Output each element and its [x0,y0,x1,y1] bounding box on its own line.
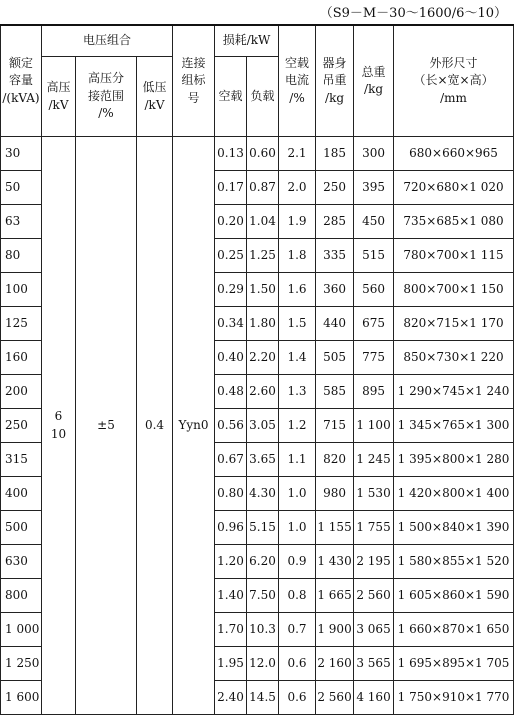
cell-body-weight: 820 [316,443,354,477]
cell-total-weight: 675 [354,307,394,341]
cell-capacity: 63 [1,205,42,239]
cell-total-weight: 2 560 [354,579,394,613]
cell-no-load-loss: 0.40 [215,341,247,375]
cell-dimensions: 1 580×855×1 520 [394,545,514,579]
cell-body-weight: 1 155 [316,511,354,545]
cell-no-load-current: 1.9 [279,205,316,239]
cell-dimensions: 1 605×860×1 590 [394,579,514,613]
cell-no-load-loss: 1.20 [215,545,247,579]
cell-no-load-current: 0.8 [279,579,316,613]
cell-capacity: 125 [1,307,42,341]
cell-dimensions: 780×700×1 115 [394,239,514,273]
header-dimensions: 外形尺寸 （长×宽×高） /mm [394,25,514,137]
cell-load-loss: 1.04 [247,205,279,239]
cell-no-load-current: 1.3 [279,375,316,409]
cell-hv: 6 10 [42,137,76,715]
table-body [1,137,514,715]
cell-capacity: 400 [1,477,42,511]
cell-body-weight: 2 160 [316,647,354,681]
cell-capacity: 630 [1,545,42,579]
cell-total-weight: 895 [354,375,394,409]
header-total-weight: 总重 /kg [354,25,394,137]
cell-load-loss: 2.20 [247,341,279,375]
cell-total-weight: 300 [354,137,394,171]
cell-dimensions: 850×730×1 220 [394,341,514,375]
cell-no-load-loss: 2.40 [215,681,247,715]
cell-total-weight: 775 [354,341,394,375]
table-caption: （S9－M－30～1600/6～10） [319,6,507,21]
cell-dimensions: 800×700×1 150 [394,273,514,307]
cell-no-load-current: 1.0 [279,511,316,545]
cell-capacity: 160 [1,341,42,375]
header-no-load: 空载 [215,57,247,137]
cell-capacity: 1 000 [1,613,42,647]
cell-no-load-current: 1.4 [279,341,316,375]
cell-load-loss: 10.3 [247,613,279,647]
cell-load-loss: 0.87 [247,171,279,205]
header-loss: 损耗/kW [215,25,279,57]
cell-body-weight: 1 430 [316,545,354,579]
cell-total-weight: 450 [354,205,394,239]
cell-load-loss: 3.65 [247,443,279,477]
cell-body-weight: 1 900 [316,613,354,647]
cell-total-weight: 1 245 [354,443,394,477]
cell-body-weight: 585 [316,375,354,409]
cell-capacity: 200 [1,375,42,409]
cell-load-loss: 5.15 [247,511,279,545]
header-lv: 低压 /kV [137,57,173,137]
cell-load-loss: 3.05 [247,409,279,443]
cell-capacity: 250 [1,409,42,443]
cell-dimensions: 1 695×895×1 705 [394,647,514,681]
cell-no-load-loss: 0.67 [215,443,247,477]
cell-no-load-loss: 0.29 [215,273,247,307]
cell-no-load-loss: 0.17 [215,171,247,205]
cell-no-load-current: 1.6 [279,273,316,307]
cell-no-load-loss: 0.48 [215,375,247,409]
header-connection: 连接 组标 号 [173,25,215,137]
cell-dimensions: 1 290×745×1 240 [394,375,514,409]
header-load: 负载 [247,57,279,137]
cell-no-load-current: 2.0 [279,171,316,205]
cell-total-weight: 3 565 [354,647,394,681]
cell-capacity: 80 [1,239,42,273]
cell-total-weight: 1 100 [354,409,394,443]
cell-dimensions: 720×680×1 020 [394,171,514,205]
cell-dimensions: 1 345×765×1 300 [394,409,514,443]
cell-dimensions: 1 395×800×1 280 [394,443,514,477]
cell-tap-range: ±5 [76,137,137,715]
cell-total-weight: 1 530 [354,477,394,511]
cell-load-loss: 1.25 [247,239,279,273]
cell-dimensions: 820×715×1 170 [394,307,514,341]
cell-dimensions: 1 750×910×1 770 [394,681,514,715]
cell-total-weight: 515 [354,239,394,273]
cell-body-weight: 185 [316,137,354,171]
cell-body-weight: 505 [316,341,354,375]
header-voltage-group: 电压组合 [42,25,173,57]
header-no-load-current: 空载 电流 /% [279,25,316,137]
cell-body-weight: 715 [316,409,354,443]
cell-dimensions: 735×685×1 080 [394,205,514,239]
cell-body-weight: 2 560 [316,681,354,715]
cell-capacity: 500 [1,511,42,545]
cell-capacity: 1 600 [1,681,42,715]
cell-body-weight: 250 [316,171,354,205]
cell-no-load-loss: 1.70 [215,613,247,647]
cell-load-loss: 0.60 [247,137,279,171]
header-tap-range: 高压分 接范围 /% [76,57,137,137]
cell-no-load-current: 1.1 [279,443,316,477]
cell-dimensions: 1 420×800×1 400 [394,477,514,511]
cell-no-load-current: 0.6 [279,681,316,715]
cell-no-load-loss: 0.34 [215,307,247,341]
cell-lv: 0.4 [137,137,173,715]
cell-total-weight: 3 065 [354,613,394,647]
cell-load-loss: 2.60 [247,375,279,409]
cell-load-loss: 6.20 [247,545,279,579]
cell-no-load-current: 1.2 [279,409,316,443]
cell-no-load-loss: 0.96 [215,511,247,545]
cell-total-weight: 2 195 [354,545,394,579]
cell-total-weight: 1 755 [354,511,394,545]
cell-dimensions: 1 660×870×1 650 [394,613,514,647]
cell-no-load-current: 0.6 [279,647,316,681]
cell-no-load-current: 1.8 [279,239,316,273]
cell-no-load-loss: 0.20 [215,205,247,239]
cell-capacity: 315 [1,443,42,477]
cell-no-load-loss: 0.56 [215,409,247,443]
cell-load-loss: 7.50 [247,579,279,613]
cell-capacity: 1 250 [1,647,42,681]
cell-body-weight: 360 [316,273,354,307]
cell-no-load-current: 0.7 [279,613,316,647]
cell-no-load-current: 0.9 [279,545,316,579]
cell-load-loss: 14.5 [247,681,279,715]
cell-no-load-loss: 1.40 [215,579,247,613]
cell-load-loss: 1.50 [247,273,279,307]
cell-total-weight: 560 [354,273,394,307]
cell-no-load-current: 2.1 [279,137,316,171]
cell-capacity: 50 [1,171,42,205]
cell-capacity: 100 [1,273,42,307]
cell-no-load-loss: 0.80 [215,477,247,511]
cell-body-weight: 440 [316,307,354,341]
cell-dimensions: 680×660×965 [394,137,514,171]
cell-load-loss: 1.80 [247,307,279,341]
cell-no-load-loss: 0.25 [215,239,247,273]
cell-no-load-current: 1.0 [279,477,316,511]
table-row [1,137,514,171]
cell-no-load-loss: 0.13 [215,137,247,171]
cell-total-weight: 395 [354,171,394,205]
cell-body-weight: 980 [316,477,354,511]
header-body-lift-weight: 器身 吊重 /kg [316,25,354,137]
cell-load-loss: 12.0 [247,647,279,681]
cell-no-load-current: 1.5 [279,307,316,341]
header-hv: 高压 /kV [42,57,76,137]
cell-total-weight: 4 160 [354,681,394,715]
cell-body-weight: 1 665 [316,579,354,613]
cell-no-load-loss: 1.95 [215,647,247,681]
cell-body-weight: 285 [316,205,354,239]
cell-connection: Yyn0 [173,137,215,715]
cell-dimensions: 1 500×840×1 390 [394,511,514,545]
cell-load-loss: 4.30 [247,477,279,511]
cell-capacity: 30 [1,137,42,171]
header-rated-capacity: 额定 容量 /(kVA) [1,25,42,137]
cell-capacity: 800 [1,579,42,613]
cell-body-weight: 335 [316,239,354,273]
transformer-spec-table [0,24,514,715]
